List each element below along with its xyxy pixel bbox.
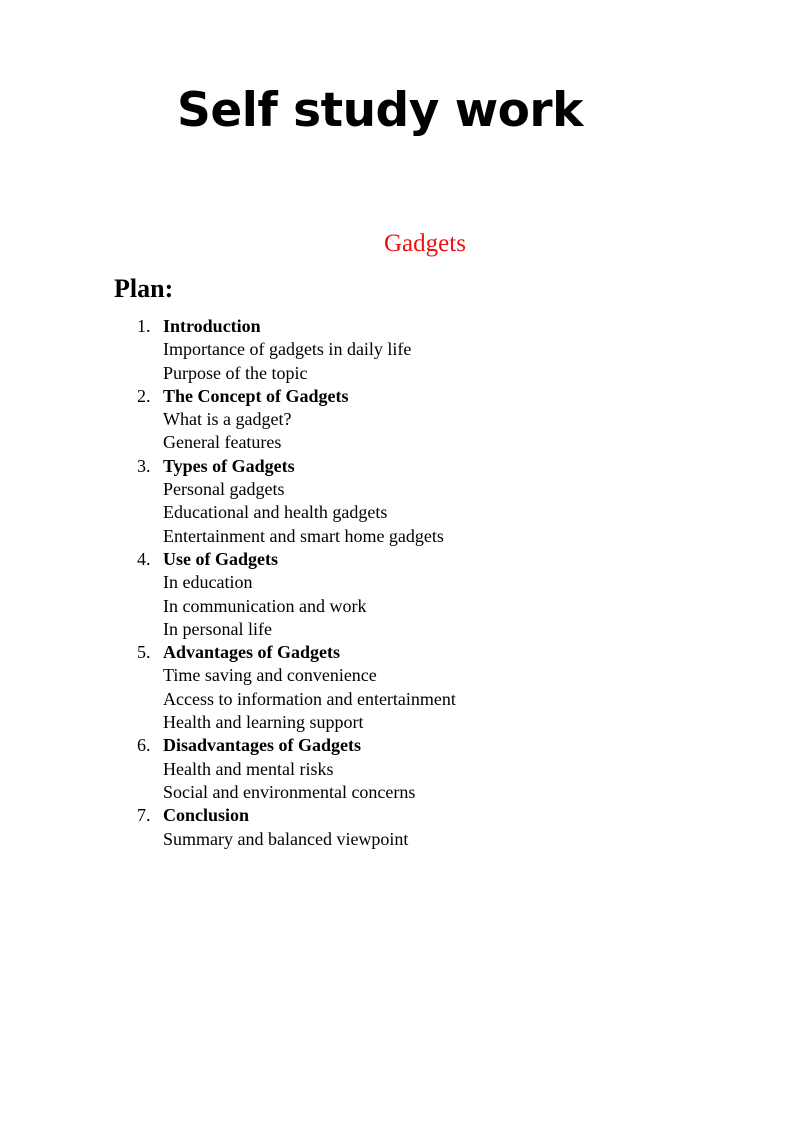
plan-subitem: Importance of gadgets in daily life: [163, 339, 412, 360]
plan-item-title: Advantages of Gadgets: [163, 642, 341, 663]
plan-item: [0, 804, 456, 851]
plan-item-number: 7.: [137, 805, 151, 826]
plan-item-number: 3.: [137, 455, 151, 476]
document-title: Self study work: [177, 83, 583, 138]
plan-subitem: In education: [163, 572, 253, 593]
plan-list: [0, 315, 456, 851]
plan-subitem: Access to information and entertainment: [163, 688, 456, 709]
subject-title: Gadgets: [384, 230, 466, 257]
plan-subitem: What is a gadget?: [163, 409, 292, 430]
plan-subitem: General features: [163, 432, 282, 453]
plan-item-title: Types of Gadgets: [163, 455, 295, 476]
plan-subitem: Entertainment and smart home gadgets: [163, 525, 444, 546]
plan-item-title: The Concept of Gadgets: [163, 385, 349, 406]
plan-subitem: In personal life: [163, 618, 272, 639]
plan-item-number: 6.: [137, 735, 151, 756]
plan-item-number: 1.: [137, 316, 151, 336]
plan-subitem: Purpose of the topic: [163, 362, 308, 383]
plan-item-title: Disadvantages of Gadgets: [163, 735, 362, 756]
plan-item-title: Use of Gadgets: [163, 548, 278, 569]
plan-subitem: Health and mental risks: [163, 758, 334, 779]
plan-item-number: 5.: [137, 642, 151, 663]
plan-subitem: Time saving and convenience: [163, 665, 377, 686]
plan-item: [0, 455, 456, 548]
plan-subitem: Educational and health gadgets: [163, 502, 388, 523]
plan-subitem: Personal gadgets: [163, 479, 285, 500]
plan-item: [0, 548, 456, 641]
plan-item: [0, 641, 456, 734]
plan-subitem: Health and learning support: [163, 712, 364, 733]
plan-item: [0, 315, 456, 385]
plan-item-title: Conclusion: [163, 805, 250, 826]
plan-subitem: In communication and work: [163, 595, 367, 616]
plan-item-number: 2.: [137, 385, 151, 406]
plan-item-number: 4.: [137, 548, 151, 569]
plan-item: [0, 734, 456, 804]
plan-heading: Plan:: [114, 274, 174, 303]
plan-item-title: Introduction: [163, 316, 261, 336]
plan-subitem: Summary and balanced viewpoint: [163, 828, 409, 849]
plan-subitem: Social and environmental concerns: [163, 781, 416, 802]
plan-item: [0, 385, 456, 455]
